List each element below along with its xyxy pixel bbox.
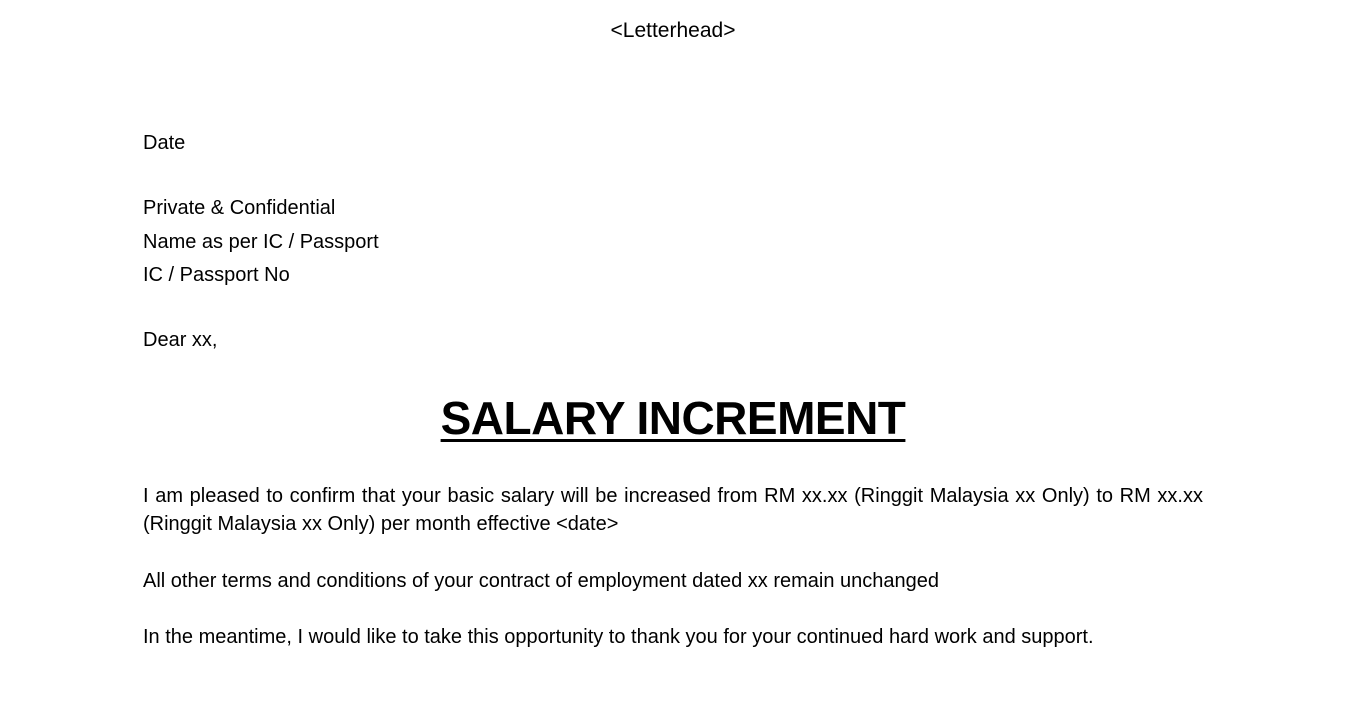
body-paragraph-thanks: In the meantime, I would like to take this opportunity to thank you for your continued hard work and support.: [143, 626, 1094, 648]
recipient-block: [143, 192, 379, 293]
letterhead-placeholder: <Letterhead>: [610, 19, 736, 42]
salutation: Dear xx,: [143, 329, 218, 351]
letter-title-text: SALARY INCREMENT: [440, 392, 906, 444]
recipient-id: IC / Passport No: [143, 264, 290, 286]
body-paragraph-terms: All other terms and conditions of your contract of employment dated xx remain unchanged: [143, 570, 939, 592]
date-line: Date: [143, 132, 186, 154]
confidential-label: Private & Confidential: [143, 197, 336, 219]
body-paragraph-salary: I am pleased to confirm that your basic salary will be increased from RM xx.xx (Ringgit Malaysia xx Only) to RM xx.xx (Ringgit Malaysia xx Only) per month effective <date>: [143, 485, 1203, 535]
letter-title: [0, 388, 1346, 448]
recipient-name: Name as per IC / Passport: [143, 230, 379, 253]
